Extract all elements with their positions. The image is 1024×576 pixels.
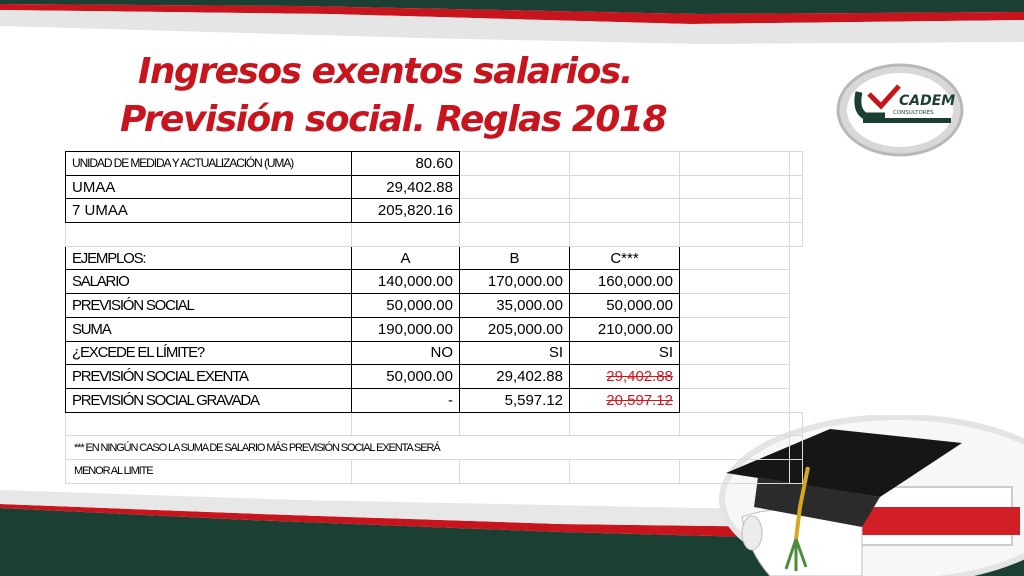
seven-umaa-row	[66, 199, 803, 223]
table-row	[66, 294, 803, 318]
seven-umaa-label: 7 UMAA	[66, 199, 352, 223]
cell-c-struck	[570, 388, 680, 412]
table-row	[66, 270, 803, 294]
cell-c: 160,000.00	[570, 270, 680, 294]
row-label: PREVISIÓN SOCIAL EXENTA	[66, 365, 352, 389]
cell-b: 29,402.88	[460, 365, 570, 389]
cell-c: 50,000.00	[570, 294, 680, 318]
column-c-header: C***	[570, 246, 680, 270]
examples-header-row	[66, 246, 803, 270]
cell-b: 5,597.12	[460, 388, 570, 412]
cell-a: -	[352, 388, 460, 412]
title-line-2: Previsión social. Reglas 2018	[120, 99, 666, 140]
table-row	[66, 317, 803, 341]
cell-b: SI	[460, 341, 570, 365]
table-row	[66, 365, 803, 389]
cadem-logo	[835, 62, 965, 158]
footnote-row	[66, 459, 803, 483]
row-label: SUMA	[66, 317, 352, 341]
uma-value: 80.60	[352, 152, 460, 176]
column-b-header: B	[460, 246, 570, 270]
cell-a: NO	[352, 341, 460, 365]
footnote-line-1: *** EN NINGÚN CASO LA SUMA DE SALARIO MÁS PREVISIÓN SOCIAL EXENTA SERÁ	[66, 436, 790, 460]
row-label: SALARIO	[66, 270, 352, 294]
umaa-row	[66, 175, 803, 199]
table-row	[66, 388, 803, 412]
table-row	[66, 341, 803, 365]
title-line-1: Ingresos exentos salarios.	[138, 51, 632, 92]
row-label: PREVISIÓN SOCIAL	[66, 294, 352, 318]
uma-examples-table	[65, 151, 803, 484]
cell-a: 190,000.00	[352, 317, 460, 341]
cell-c: 210,000.00	[570, 317, 680, 341]
cell-a: 140,000.00	[352, 270, 460, 294]
column-a-header: A	[352, 246, 460, 270]
umaa-label: UMAA	[66, 175, 352, 199]
row-label: PREVISIÓN SOCIAL GRAVADA	[66, 388, 352, 412]
examples-header-label: EJEMPLOS:	[66, 246, 352, 270]
footnote-row	[66, 436, 803, 460]
slide-title	[120, 48, 666, 144]
row-label: ¿EXCEDE EL LÍMITE?	[66, 341, 352, 365]
logo-subtitle: CONSULTORES	[893, 110, 934, 116]
cell-c: SI	[570, 341, 680, 365]
struck-value: 20,597.12	[606, 391, 673, 409]
cell-b: 35,000.00	[460, 294, 570, 318]
footnote-line-2: MENOR AL LIMITE	[66, 459, 352, 483]
logo-wordmark: CADEM	[899, 93, 956, 109]
cell-c-struck	[570, 365, 680, 389]
uma-row	[66, 152, 803, 176]
seven-umaa-value: 205,820.16	[352, 199, 460, 223]
blank-row	[66, 412, 803, 436]
cell-a: 50,000.00	[352, 294, 460, 318]
umaa-value: 29,402.88	[352, 175, 460, 199]
uma-label: UNIDAD DE MEDIDA Y ACTUALIZACIÓN (UMA)	[66, 152, 352, 176]
struck-value: 29,402.88	[606, 368, 673, 386]
cell-b: 205,000.00	[460, 317, 570, 341]
cell-b: 170,000.00	[460, 270, 570, 294]
blank-row	[66, 223, 803, 247]
cell-a: 50,000.00	[352, 365, 460, 389]
